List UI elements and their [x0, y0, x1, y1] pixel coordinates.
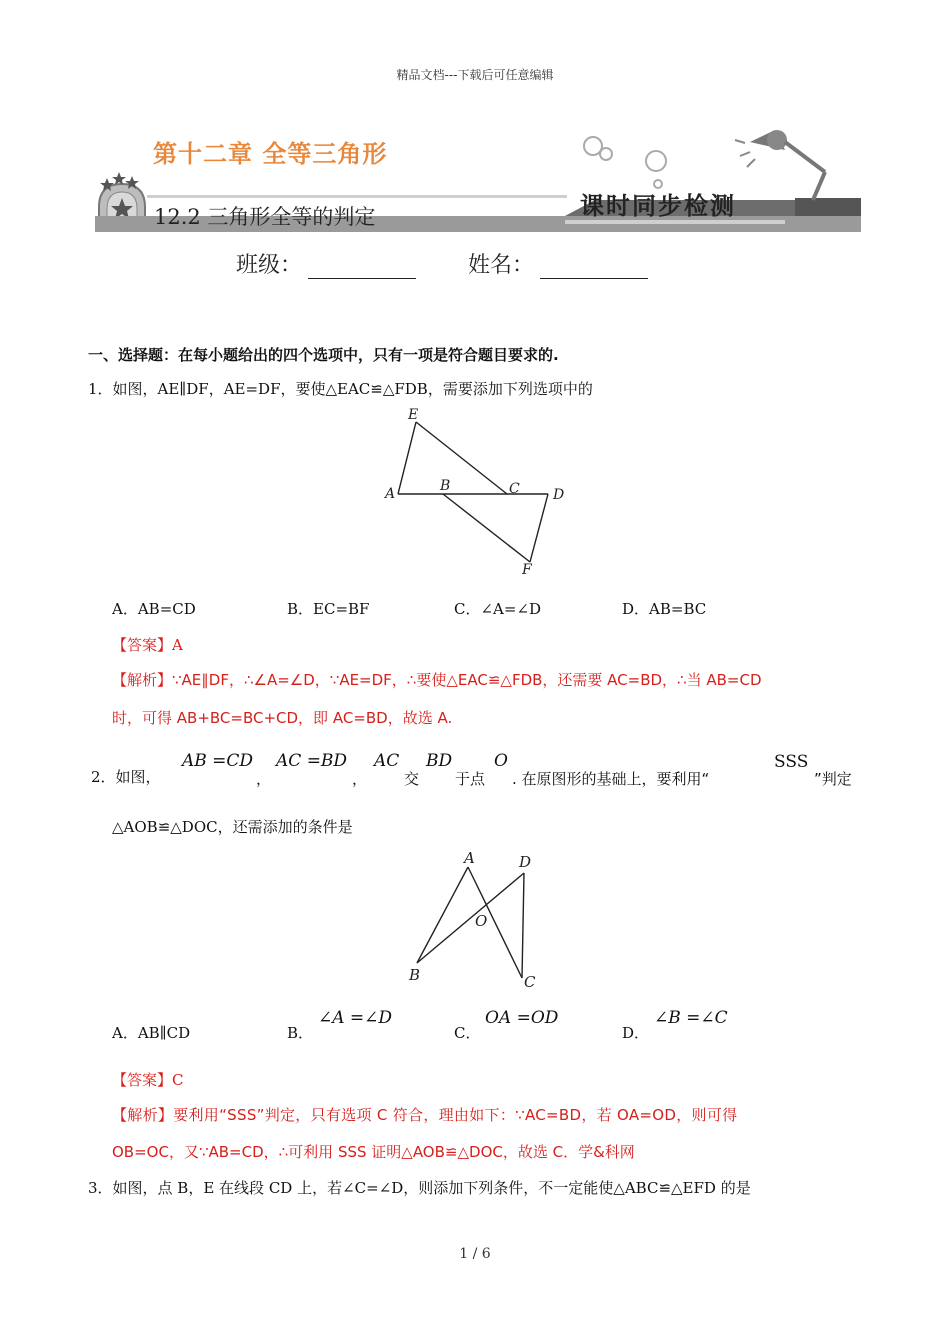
q3-stem: 3．如图，点 B，E 在线段 CD 上，若∠C=∠D，则添加下列条件，不一定能使△ABC≌△EFD 的是 [88, 1179, 751, 1197]
name-label: 姓名： [468, 253, 535, 278]
header-note: 精品文档---下载后可任意编辑 [396, 68, 554, 82]
section-title: 12.2 三角形全等的判定 [154, 205, 376, 229]
q2-math-bd: BD [426, 751, 453, 771]
q2-option-b-math: ∠A =∠D [318, 1008, 393, 1028]
chapter-title: 第十二章 全等三角形 [153, 140, 388, 168]
q2-option-d-math: ∠B =∠C [654, 1008, 728, 1028]
q1-analysis-line2: 时，可得 AB+BC=BC+CD，即 AC=BD，故选 A. [112, 709, 453, 727]
q1-option-c: C．∠A=∠D [454, 600, 542, 618]
q1-label-d: D [553, 487, 565, 503]
q2-figure [400, 845, 550, 995]
q2-label-c: C [524, 973, 536, 991]
class-field [236, 248, 416, 279]
class-label: 班级： [236, 253, 303, 278]
q1-label-b: B [440, 478, 451, 494]
q2-label-b: B [409, 966, 421, 984]
q2-option-d-label: D． [622, 1024, 650, 1042]
q2-option-c-math: OA =OD [485, 1008, 559, 1028]
q1-option-b: B．EC=BF [287, 600, 370, 618]
q2-text-intersects: 交 [404, 770, 420, 788]
q2-text-at-point: 于点 [455, 770, 486, 788]
q1-label-e: E [408, 407, 419, 423]
q2-line2: △AOB≌△DOC，还需添加的条件是 [112, 818, 353, 836]
q2-option-b-label: B． [287, 1024, 314, 1042]
page-number: 1 / 6 [459, 1246, 491, 1262]
q2-option-c-label: C． [454, 1024, 481, 1042]
q1-label-a: A [385, 486, 396, 502]
name-blank [540, 256, 648, 279]
q2-math-ab-cd: AB =CD [182, 751, 254, 771]
q2-math-sss: SSS [774, 752, 809, 772]
q1-label-f: F [522, 562, 532, 578]
q2-label-d: D [519, 853, 532, 871]
desk-lamp-icon [735, 130, 825, 200]
q1-option-d: D．AB=BC [622, 600, 707, 618]
q2-answer: 【答案】C [112, 1071, 184, 1089]
q1-label-c: C [509, 481, 520, 497]
q2-math-ac-bd: AC =BD [276, 751, 348, 771]
q2-option-a: A．AB∥CD [112, 1024, 191, 1042]
q2-analysis-line1: 【解析】要利用“SSS”判定，只有选项 C 符合，理由如下：∵AC=BD，若 OA=OD，则可得 [112, 1106, 738, 1124]
q2-math-o: O [494, 751, 508, 771]
q1-answer: 【答案】A [112, 636, 183, 654]
q2-math-ac: AC [374, 751, 400, 771]
q1-figure [380, 405, 570, 580]
q2-comma-2: ， [352, 770, 368, 788]
banner-subtitle: 课时同步检测 [580, 191, 736, 220]
class-blank [308, 256, 416, 279]
q2-text-judge: ”判定 [814, 770, 852, 788]
choice-section-title: 一、选择题：在每小题给出的四个选项中，只有一项是符合题目要求的. [88, 346, 559, 364]
q2-comma-1: ， [256, 770, 272, 788]
q2-num: 2．如图， [91, 768, 161, 786]
q1-analysis-line1: 【解析】∵AE∥DF，∴∠A=∠D，∵AE=DF，∴要使△EAC≌△FDB，还需要 AC=BD，∴当 AB=CD [112, 671, 762, 689]
q1-stem: 1．如图，AE∥DF，AE=DF，要使△EAC≌△FDB，需要添加下列选项中的 [88, 380, 593, 398]
q2-label-a: A [464, 849, 475, 867]
q2-analysis-line2: OB=OC，又∵AB=CD，∴可利用 SSS 证明△AOB≌△DOC，故选 C．学&科网 [112, 1143, 635, 1161]
q2-text-use: . 在原图形的基础上，要利用“ [512, 770, 710, 788]
name-field [468, 248, 648, 279]
q2-label-o: O [475, 912, 488, 930]
q1-option-a: A．AB=CD [112, 600, 196, 618]
